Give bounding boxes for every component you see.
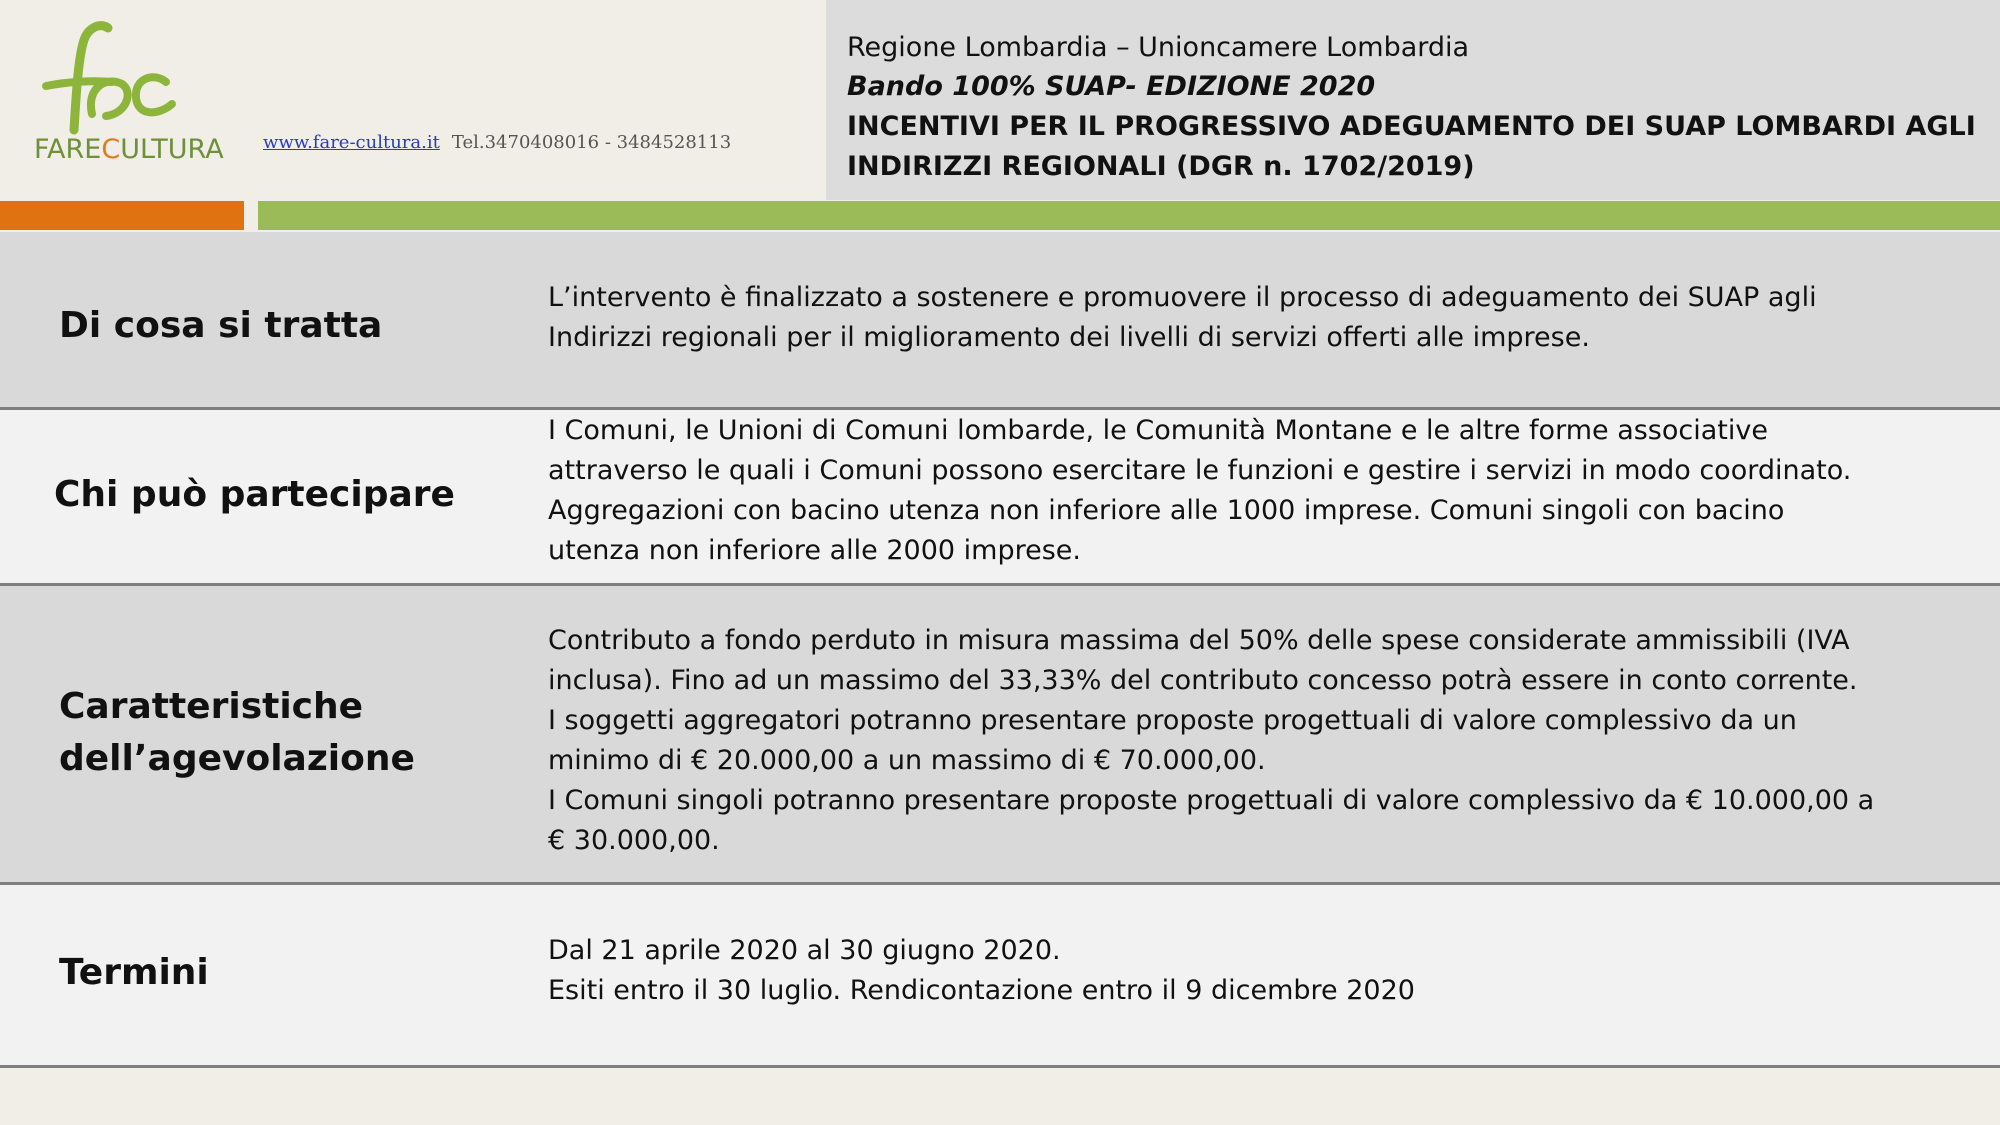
description-line: Dal 21 aprile 2020 al 30 giugno 2020.: [548, 935, 1061, 966]
row-label-line: Caratteristiche: [59, 686, 364, 727]
description-line: L’intervento è finalizzato a sostenere e promuovere il processo di adeguamento dei SUAP agli: [548, 282, 1817, 313]
table-row-who: [0, 410, 2000, 586]
table-row-terms: [0, 885, 2000, 1068]
description-line: Esiti entro il 30 luglio. Rendicontazione entro il 9 dicembre 2020: [548, 975, 1415, 1006]
description-line: I soggetti aggregatori potranno presentare proposte progettuali di valore complessivo da un: [548, 705, 1797, 736]
description-line: attraverso le quali i Comuni possono esercitare le funzioni e gestire i servizi in modo coordinato.: [548, 455, 1852, 486]
description-line: utenza non inferiore alle 2000 imprese.: [548, 535, 1081, 566]
row-description: [548, 931, 1948, 1011]
row-label: [59, 681, 415, 785]
header-title-area: [826, 0, 2000, 200]
description-line: Contributo a fondo perduto in misura massima del 50% delle spese considerate ammissibili (IVA: [548, 625, 1850, 656]
green-accent-bar: [258, 201, 2000, 230]
table-row-what: [0, 232, 2000, 410]
logo-wordmark: FARECULTURA: [34, 134, 224, 165]
header-line-title-2: INDIRIZZI REGIONALI (DGR n. 1702/2019): [847, 151, 1475, 182]
description-line: Indirizzi regionali per il miglioramento dei livelli di servizi offerti alle imprese.: [548, 322, 1590, 353]
header-brand-area: [0, 0, 826, 200]
row-label: Termini: [59, 952, 209, 993]
telephone-text: Tel.3470408016 - 3484528113: [451, 132, 732, 153]
row-description: [548, 621, 1948, 861]
header-line-bando: Bando 100% SUAP- EDIZIONE 2020: [847, 71, 1376, 102]
description-line: Aggregazioni con bacino utenza non inferiore alle 1000 imprese. Comuni singoli con bacino: [548, 495, 1785, 526]
description-line: € 30.000,00.: [548, 825, 720, 856]
description-line: inclusa). Fino ad un massimo del 33,33% del contributo concesso potrà essere in conto corrente.: [548, 665, 1858, 696]
row-description: [548, 278, 1948, 358]
header-line-title-1: INCENTIVI PER IL PROGRESSIVO ADEGUAMENTO DEI SUAP LOMBARDI AGLI: [847, 111, 1976, 142]
description-line: I Comuni, le Unioni di Comuni lombarde, le Comunità Montane e le altre forme associative: [548, 415, 1768, 446]
row-label: Chi può partecipare: [54, 474, 455, 515]
row-label-line: dell’agevolazione: [59, 738, 415, 779]
table-row-features: [0, 586, 2000, 885]
orange-accent-bar: [0, 201, 244, 230]
description-line: I Comuni singoli potranno presentare proposte progettuali di valore complessivo da € 10.000,00 a: [548, 785, 1875, 816]
website-link[interactable]: www.fare-cultura.it: [263, 132, 440, 153]
row-label: Di cosa si tratta: [59, 305, 383, 346]
description-line: minimo di € 20.000,00 a un massimo di € 70.000,00.: [548, 745, 1266, 776]
row-description: [548, 411, 1948, 571]
accent-bar-gap: [244, 201, 258, 230]
header-line-organization: Regione Lombardia – Unioncamere Lombardia: [847, 32, 1470, 63]
contact-info: [263, 132, 731, 153]
fc-logo-icon: [26, 18, 186, 138]
